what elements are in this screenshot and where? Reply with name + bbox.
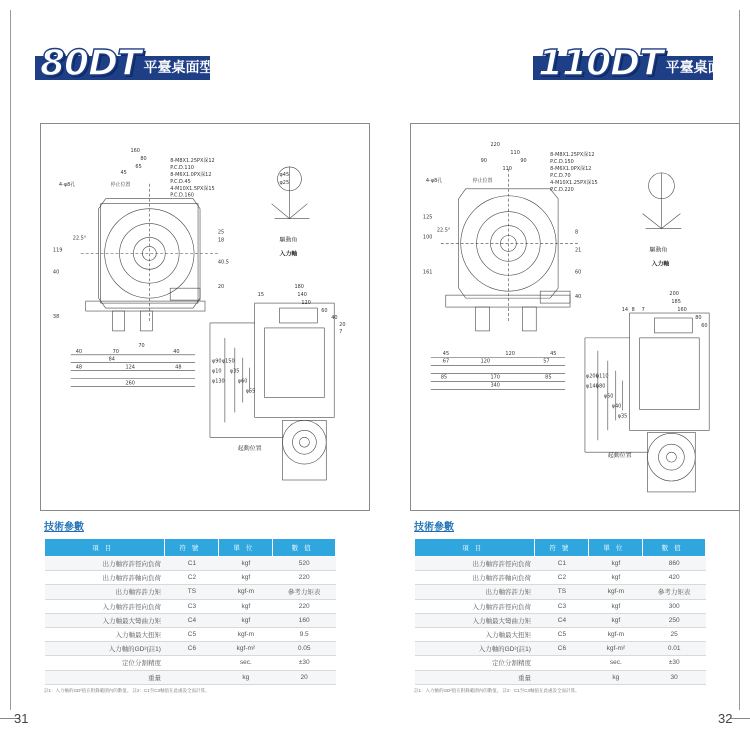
left-model: 80DT (40, 43, 141, 84)
svg-text:185: 185 (671, 299, 681, 306)
left-technical-drawing (41, 124, 369, 510)
header-value: 數值 (643, 539, 706, 557)
svg-text:φ150: φ150 (221, 358, 235, 365)
svg-text:8-M8X1.25PX深12: 8-M8X1.25PX深12 (550, 151, 595, 158)
svg-text:φ130: φ130 (211, 378, 225, 385)
svg-text:90: 90 (480, 157, 487, 164)
svg-text:48: 48 (75, 364, 83, 371)
svg-text:4-φ8孔: 4-φ8孔 (58, 181, 76, 188)
svg-text:110: 110 (510, 149, 520, 156)
table-row: 入力軸最大扭矩 C5 kgf-m 9.5 (45, 627, 336, 641)
header-value: 數值 (273, 539, 336, 557)
svg-text:67: 67 (442, 358, 450, 365)
header-unit: 單位 (219, 539, 273, 557)
svg-text:入力軸: 入力軸 (279, 250, 298, 258)
svg-text:P.C.D.45: P.C.D.45 (170, 178, 191, 185)
right-page-number: 32 (718, 711, 733, 726)
table-row: 出力軸容許徑向負荷 C1 kgf 860 (415, 557, 706, 571)
svg-text:40: 40 (52, 269, 60, 276)
svg-text:φ35: φ35 (617, 413, 628, 420)
left-spec-title: 技術參數 (44, 522, 84, 533)
table-row: 入力軸最大彎曲力矩 C4 kgf 160 (45, 613, 336, 627)
svg-text:119: 119 (52, 247, 63, 254)
svg-text:起動位置: 起動位置 (607, 452, 632, 460)
left-page-number: 31 (14, 711, 29, 726)
svg-text:4-φ8孔: 4-φ8孔 (425, 177, 443, 184)
svg-text:φ50: φ50 (603, 393, 614, 400)
right-spec-table (414, 538, 706, 685)
svg-text:200: 200 (669, 291, 679, 298)
svg-text:60: 60 (701, 322, 708, 329)
svg-text:120: 120 (301, 300, 311, 307)
svg-text:170: 170 (490, 374, 500, 381)
svg-text:48: 48 (175, 364, 182, 371)
svg-text:驅動角: 驅動角 (279, 236, 298, 244)
svg-text:22.5°: 22.5° (436, 227, 451, 234)
svg-text:40: 40 (575, 294, 582, 301)
svg-text:45: 45 (442, 350, 450, 357)
left-spec-table (44, 538, 336, 685)
right-page-rule (730, 718, 750, 719)
header-item: 項目 (45, 539, 165, 557)
svg-text:160: 160 (130, 148, 140, 155)
svg-text:φ10: φ10 (211, 368, 222, 375)
svg-text:57: 57 (543, 358, 550, 365)
svg-text:P.C.D.160: P.C.D.160 (170, 192, 194, 199)
svg-text:P.C.D.150: P.C.D.150 (550, 158, 574, 165)
svg-text:停止位置: 停止位置 (110, 181, 131, 188)
right-technical-drawing (411, 124, 739, 510)
left-title (40, 42, 214, 82)
svg-text:22.5°: 22.5° (72, 235, 87, 242)
right-spec-title: 技術參數 (414, 522, 454, 533)
svg-text:80: 80 (695, 314, 702, 321)
svg-text:停止位置: 停止位置 (472, 177, 493, 184)
left-note: 註1：入力軸的GD²值在附錄範圍內的數值。 註2：C1至C3軸值在此處設全面計算。 (44, 688, 210, 693)
table-row: 重量 kg 30 (415, 670, 706, 684)
svg-text:P.C.D.220: P.C.D.220 (550, 186, 574, 193)
svg-text:100: 100 (422, 234, 433, 241)
table-row: 出力軸容許軸向負荷 C2 kgf 220 (45, 571, 336, 585)
svg-text:7: 7 (641, 307, 645, 314)
svg-text:340: 340 (490, 382, 500, 389)
header-unit: 單位 (589, 539, 643, 557)
svg-text:φ110: φ110 (595, 373, 609, 380)
svg-text:110: 110 (502, 165, 512, 172)
table-row: 入力軸的GD²(註1) C6 kgf-m² 0.05 (45, 642, 336, 656)
svg-text:20: 20 (339, 321, 346, 328)
table-row: 入力軸容許徑向負荷 C3 kgf 220 (45, 599, 336, 613)
svg-text:21: 21 (575, 247, 582, 254)
svg-text:驅動角: 驅動角 (649, 246, 668, 254)
svg-text:220: 220 (490, 142, 500, 149)
table-row: 出力軸容許軸向負荷 C2 kgf 420 (415, 571, 706, 585)
header-symbol: 符號 (535, 539, 589, 557)
svg-text:25: 25 (217, 229, 225, 236)
right-model: 110DT (538, 43, 663, 84)
right-drawing (410, 123, 740, 511)
svg-text:φ200: φ200 (585, 373, 599, 380)
svg-text:84: 84 (108, 356, 115, 363)
svg-text:14: 14 (621, 307, 629, 314)
svg-text:45: 45 (120, 169, 127, 176)
svg-text:161: 161 (422, 269, 433, 276)
table-row: 入力軸最大扭矩 C5 kgf-m 25 (415, 627, 706, 641)
svg-text:8: 8 (631, 307, 635, 314)
svg-text:60: 60 (321, 308, 328, 315)
svg-text:140: 140 (297, 292, 307, 299)
svg-text:4-M10X1.25PX深15: 4-M10X1.25PX深15 (550, 179, 598, 186)
table-row: 出力軸容許力矩 TS kgf-m 參考力矩表 (45, 585, 336, 599)
svg-text:P.C.D.70: P.C.D.70 (550, 172, 571, 179)
right-type-label: 平臺桌面型 (665, 60, 736, 76)
svg-text:起動位置: 起動位置 (237, 445, 262, 453)
svg-text:8-M6X1.0PX深12: 8-M6X1.0PX深12 (170, 171, 212, 178)
svg-text:15: 15 (257, 292, 264, 299)
svg-text:124: 124 (125, 364, 135, 371)
svg-text:85: 85 (440, 374, 448, 381)
svg-text:φ55: φ55 (245, 388, 256, 395)
right-note: 註1：入力軸的GD²值在附錄範圍內的數值。 註2：C1至C3軸值在此處設全面計算。 (414, 688, 580, 693)
svg-text:8: 8 (575, 229, 579, 236)
svg-text:φ40: φ40 (611, 403, 622, 410)
svg-text:φ80: φ80 (595, 383, 606, 390)
table-row: 出力軸容許力矩 TS kgf-m 參考力矩表 (415, 585, 706, 599)
left-type-label: 平臺桌面型 (143, 60, 214, 76)
svg-text:40: 40 (331, 314, 338, 321)
svg-text:38: 38 (52, 313, 60, 320)
svg-text:φ35: φ35 (229, 368, 240, 375)
table-row: 出力軸容許徑向負荷 C1 kgf 520 (45, 557, 336, 571)
header-symbol: 符號 (165, 539, 219, 557)
table-row: 重量 kg 20 (45, 670, 336, 684)
svg-text:20: 20 (217, 284, 225, 291)
header-item: 項目 (415, 539, 535, 557)
svg-text:φ140: φ140 (585, 383, 599, 390)
svg-text:125: 125 (422, 214, 433, 221)
svg-text:P.C.D.110: P.C.D.110 (170, 164, 194, 171)
svg-text:120: 120 (505, 350, 515, 357)
svg-text:40: 40 (75, 348, 83, 355)
svg-text:260: 260 (125, 380, 135, 387)
svg-text:70: 70 (112, 348, 119, 355)
table-row: 入力軸的GD²(註1) C6 kgf-m² 0.01 (415, 642, 706, 656)
svg-text:120: 120 (480, 358, 491, 365)
svg-text:40: 40 (173, 348, 180, 355)
svg-text:8-M6X1.0PX深12: 8-M6X1.0PX深12 (550, 165, 592, 172)
svg-text:45: 45 (550, 350, 557, 357)
svg-text:8-M8X1.25PX深12: 8-M8X1.25PX深12 (170, 157, 215, 164)
svg-text:入力軸: 入力軸 (651, 260, 670, 268)
table-row: 定位分割精度 sec. ±30 (45, 656, 336, 670)
right-title (538, 42, 736, 82)
svg-text:180: 180 (294, 284, 304, 291)
svg-text:φ45: φ45 (279, 171, 290, 178)
svg-text:4-M10X1.5PX深15: 4-M10X1.5PX深15 (170, 185, 215, 192)
left-drawing (40, 123, 370, 511)
svg-text:160: 160 (677, 307, 687, 314)
svg-text:φ60: φ60 (237, 378, 248, 385)
svg-text:7: 7 (339, 328, 343, 335)
svg-text:18: 18 (217, 237, 225, 244)
table-row: 入力軸容許徑向負荷 C3 kgf 300 (415, 599, 706, 613)
table-row: 入力軸最大彎曲力矩 C4 kgf 250 (415, 613, 706, 627)
svg-text:85: 85 (545, 374, 552, 381)
svg-text:60: 60 (575, 269, 582, 276)
svg-text:90: 90 (520, 157, 527, 164)
svg-text:40.5: 40.5 (217, 259, 229, 266)
svg-text:65: 65 (135, 163, 142, 170)
svg-text:70: 70 (138, 342, 145, 349)
svg-text:φ25: φ25 (279, 179, 290, 186)
svg-text:φ90: φ90 (211, 358, 222, 365)
svg-text:80: 80 (140, 155, 147, 162)
table-row: 定位分割精度 sec. ±30 (415, 656, 706, 670)
